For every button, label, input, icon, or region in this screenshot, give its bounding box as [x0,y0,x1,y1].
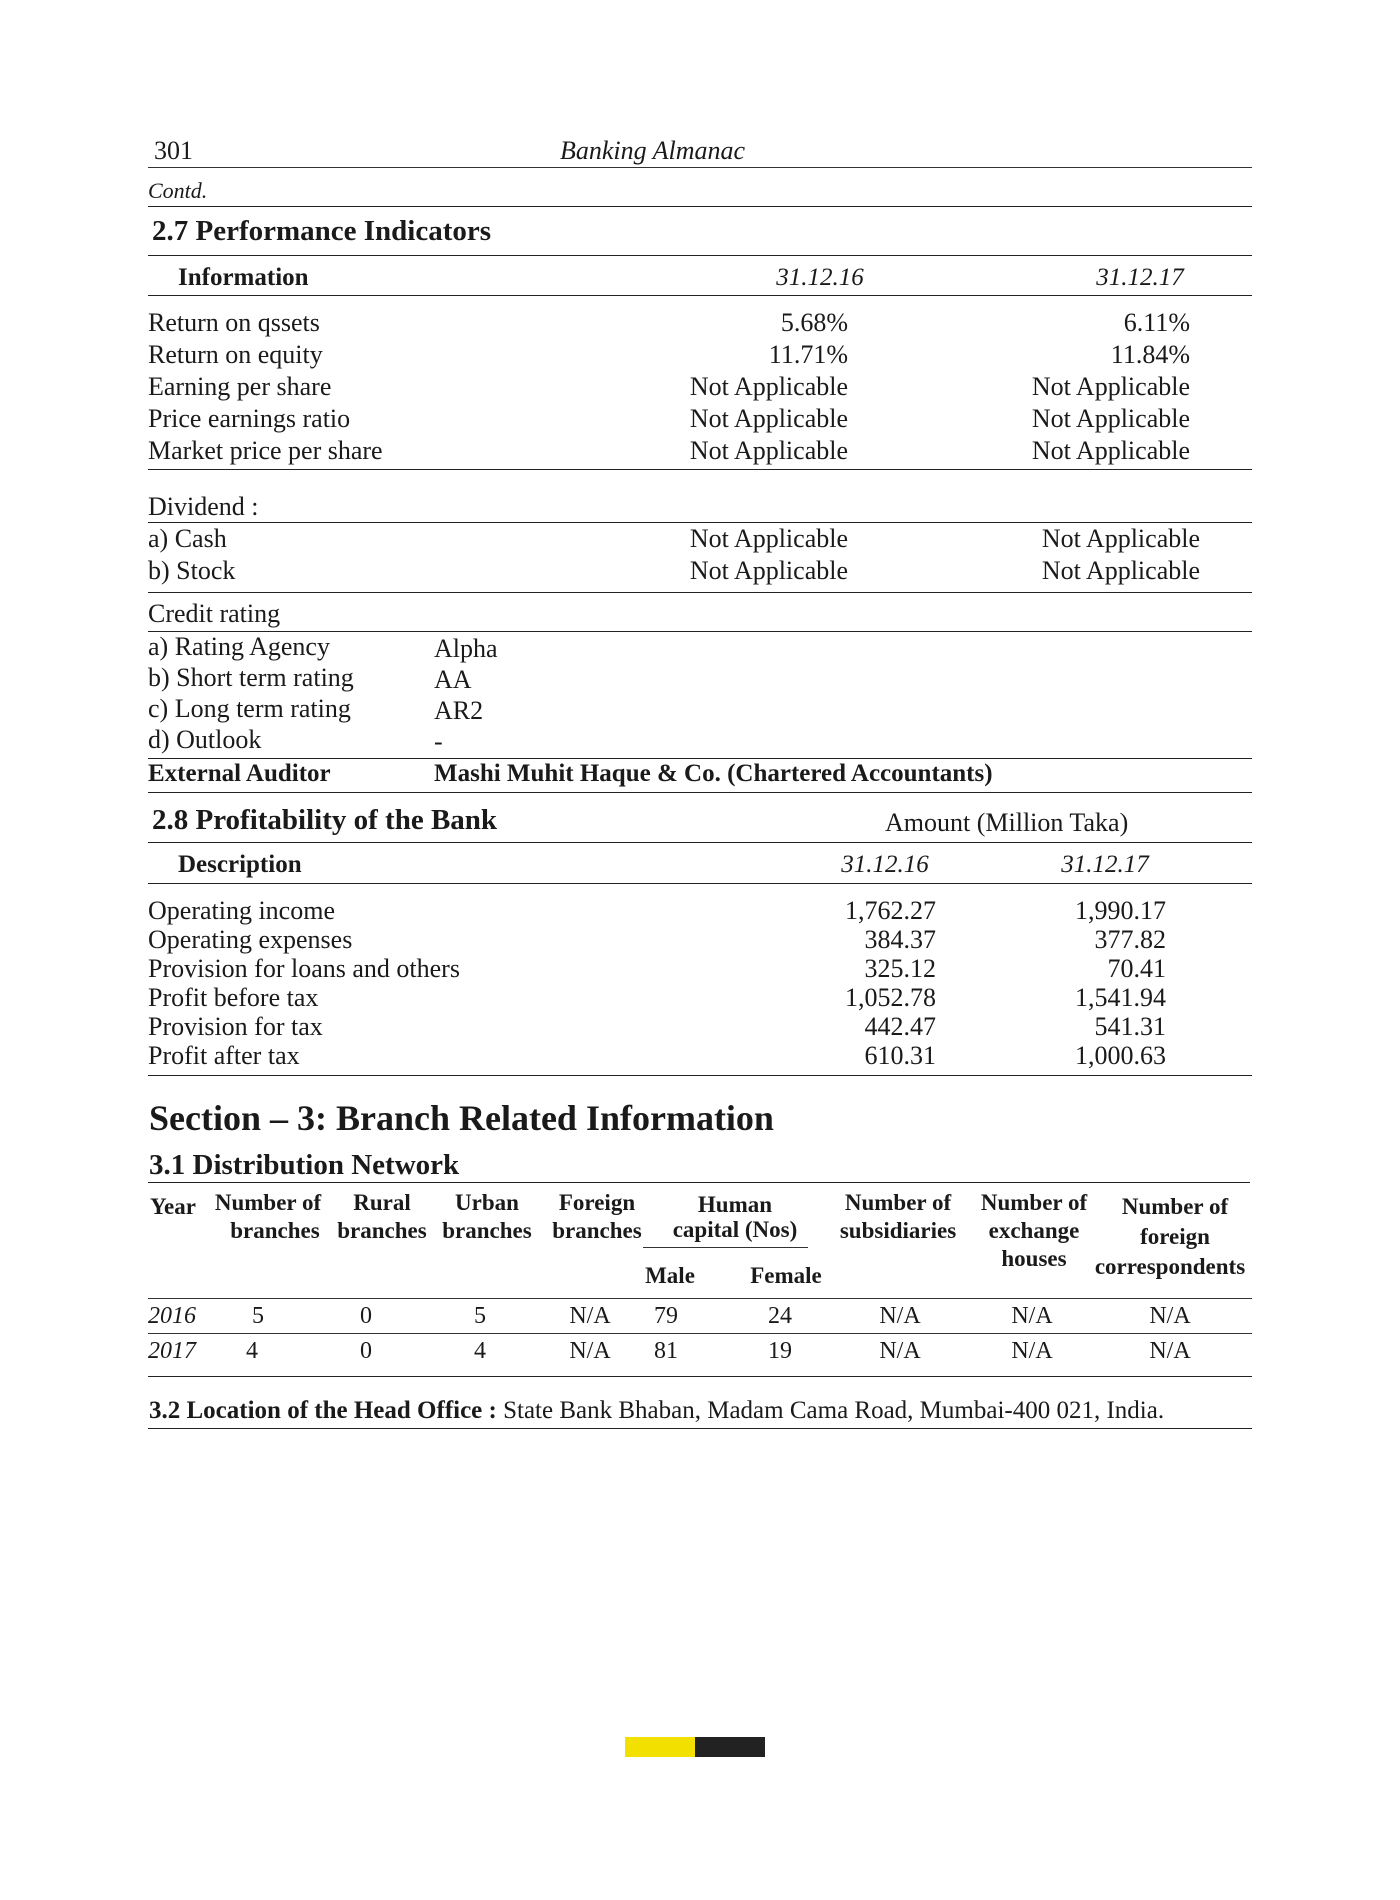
column-header-foreign-correspondents-line3: correspondents [1094,1254,1246,1279]
table-row-label: c) Long term rating [148,694,351,723]
column-header-rural-line2: branches [337,1218,427,1243]
table-cell: N/A [569,1338,611,1364]
column-header-human-capital: Human [697,1192,773,1217]
table-cell: Alpha [434,634,498,663]
rule [148,206,1252,207]
table-cell: 81 [654,1338,678,1364]
rule [148,1428,1252,1429]
table-cell: Not Applicable [1031,436,1190,465]
table-row-label: a) Cash [148,524,227,553]
table-cell: - [434,727,443,756]
rule [148,883,1252,884]
column-header-2017: 31.12.17 [1096,264,1184,291]
page-number: 301 [154,136,193,165]
column-header-exchange-houses-line3: houses [1001,1246,1067,1271]
table-cell: 79 [654,1303,678,1329]
column-header-urban-line2: branches [442,1218,532,1243]
column-header-exchange-houses: Number of [980,1190,1088,1215]
table-cell: 384.37 [864,925,936,954]
head-office-location [149,1397,1164,1425]
table-cell: 5 [474,1303,486,1329]
running-title: Banking Almanac [560,136,746,165]
table-row-label: Profit after tax [148,1041,300,1070]
column-header-2017: 31.12.17 [1061,851,1149,878]
column-header-foreign: Foreign [558,1190,636,1215]
table-cell: 24 [768,1303,792,1329]
table-row-label: Provision for loans and others [148,954,460,983]
table-cell: N/A [1149,1338,1191,1364]
table-cell: 610.31 [864,1041,936,1070]
rule [148,295,1252,296]
rule [148,1182,1250,1183]
table-cell: N/A [879,1338,921,1364]
table-row-label: Operating income [148,896,335,925]
rule [643,1247,808,1248]
table-cell: 4 [474,1338,486,1364]
table-cell: 1,541.94 [1075,983,1166,1012]
table-cell: 377.82 [1094,925,1166,954]
table-row-label: b) Stock [148,556,236,585]
dividend-label: Dividend : [148,492,259,521]
table-cell: Not Applicable [1041,556,1200,585]
table-row-label: Market price per share [148,436,383,465]
table-cell: 11.84% [1110,340,1190,369]
table-cell: N/A [1011,1338,1053,1364]
table-cell: Not Applicable [689,404,848,433]
rule [148,792,1252,793]
section-heading-2-8: 2.8 Profitability of the Bank [152,804,498,836]
header-rule [148,167,1252,168]
table-cell: Not Applicable [689,372,848,401]
column-header-exchange-houses-line2: exchange [988,1218,1080,1243]
table-cell: 5.68% [780,308,848,337]
column-header-foreign-correspondents-line2: foreign [1140,1224,1210,1249]
table-cell: Not Applicable [689,436,848,465]
column-header-2016: 31.12.16 [841,851,929,878]
table-cell: 1,762.27 [845,896,936,925]
table-cell: 5 [252,1303,264,1329]
head-office-label: 3.2 Location of the Head Office : [149,1397,497,1424]
external-auditor-label: External Auditor [148,760,331,787]
column-header-rural: Rural [353,1190,411,1215]
table-cell: AA [434,665,472,694]
column-header-branches-line2: branches [230,1218,320,1243]
table-cell: N/A [1149,1303,1191,1329]
column-header-human-capital-line2: capital (Nos) [672,1217,798,1242]
table-cell: Not Applicable [1031,372,1190,401]
table-cell: Not Applicable [1041,524,1200,553]
table-cell: 442.47 [864,1012,936,1041]
table-cell: Not Applicable [689,556,848,585]
table-row-label: a) Rating Agency [148,632,330,661]
table-cell-year: 2017 [148,1338,196,1364]
table-cell: 1,990.17 [1075,896,1166,925]
table-cell: 325.12 [864,954,936,983]
contd-label: Contd. [148,178,208,203]
column-header-description: Description [178,851,302,878]
table-cell: AR2 [434,696,484,725]
rule [148,1333,1252,1334]
column-header-branches: Number of [214,1190,322,1215]
table-cell: 19 [768,1338,792,1364]
table-cell: 1,052.78 [845,983,936,1012]
rule [148,842,1252,843]
table-cell: 0 [360,1303,372,1329]
table-cell: 4 [246,1338,258,1364]
table-cell: N/A [1011,1303,1053,1329]
external-auditor-value: Mashi Muhit Haque & Co. (Chartered Accountants) [434,760,993,787]
amount-unit-label: Amount (Million Taka) [885,808,1129,837]
rule [148,255,1252,256]
column-header-male: Male [645,1263,695,1288]
table-row-label: Price earnings ratio [148,404,351,433]
table-row-label: Earning per share [148,372,332,401]
rule [148,1298,1252,1299]
column-header-subsidiaries-line2: subsidiaries [839,1218,957,1243]
distribution-heading: 3.1 Distribution Network [149,1149,460,1181]
table-cell: 70.41 [1107,954,1166,983]
table-cell: 0 [360,1338,372,1364]
rule [148,1075,1252,1076]
table-row-label: Operating expenses [148,925,353,954]
table-cell: N/A [879,1303,921,1329]
table-row-label: Return on qssets [148,308,320,337]
table-row-label: Return on equity [148,340,323,369]
rule [148,522,1252,523]
column-header-foreign-correspondents: Number of [1121,1194,1229,1219]
column-header-foreign-line2: branches [552,1218,642,1243]
column-header-year: Year [150,1194,196,1219]
table-row-label: Profit before tax [148,983,319,1012]
column-header-information: Information [178,264,309,291]
table-cell-year: 2016 [148,1303,196,1329]
table-cell: 6.11% [1123,308,1190,337]
table-row-label: b) Short term rating [148,663,354,692]
footer-mark-black [695,1737,765,1757]
head-office-address: State Bank Bhaban, Madam Cama Road, Mumbai-400 021, India. [503,1397,1165,1424]
column-header-2016: 31.12.16 [776,264,864,291]
table-row-label: Provision for tax [148,1012,323,1041]
section-3-heading: Section – 3: Branch Related Information [149,1098,774,1138]
table-cell: Not Applicable [689,524,848,553]
column-header-subsidiaries: Number of [844,1190,952,1215]
rule [148,469,1252,470]
table-cell: 11.71% [768,340,848,369]
table-cell: 541.31 [1094,1012,1166,1041]
rule [148,1376,1252,1377]
rule [148,758,1252,759]
table-row-label: d) Outlook [148,725,262,754]
column-header-urban: Urban [455,1190,519,1215]
footer-mark-yellow [625,1737,695,1757]
rule [148,592,1252,593]
table-cell: Not Applicable [1031,404,1190,433]
section-heading-2-7: 2.7 Performance Indicators [152,215,492,247]
table-cell: 1,000.63 [1075,1041,1166,1070]
table-cell: N/A [569,1303,611,1329]
column-header-female: Female [750,1263,822,1288]
credit-rating-label: Credit rating [148,599,281,628]
